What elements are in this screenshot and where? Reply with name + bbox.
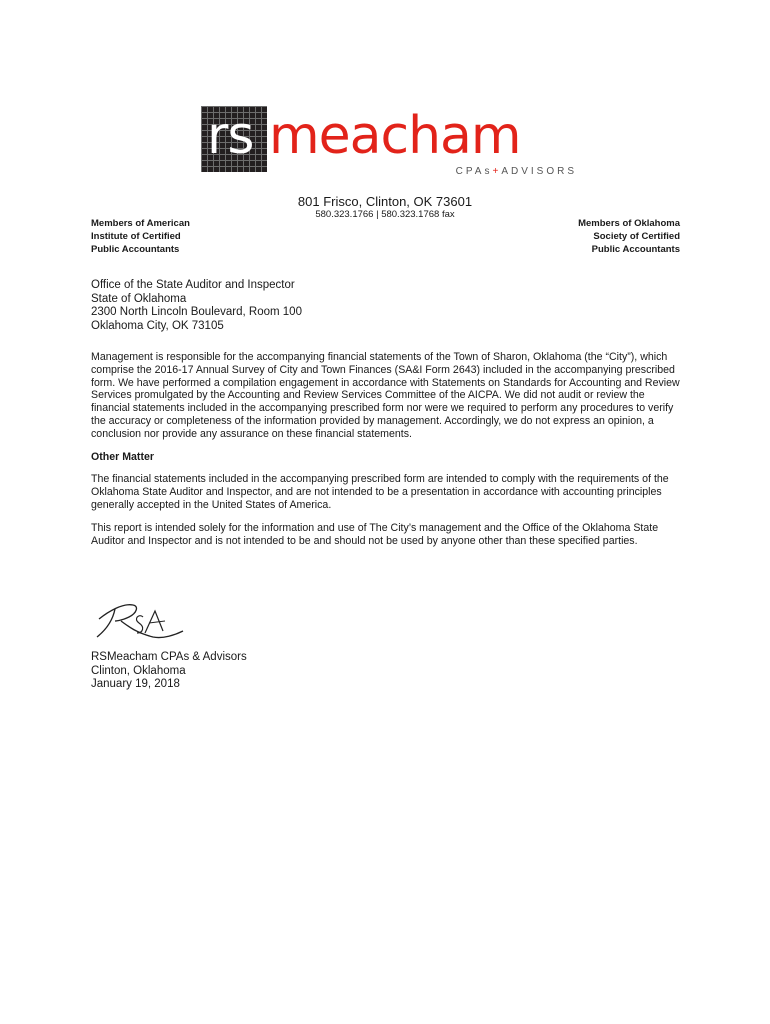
logo-rs-text: rs bbox=[207, 106, 254, 166]
members-oscpa bbox=[578, 217, 680, 256]
members-right-line: Public Accountants bbox=[591, 244, 680, 255]
closing-firm: RSMeacham CPAs & Advisors bbox=[91, 651, 247, 663]
recipient-line: Office of the State Auditor and Inspector bbox=[91, 279, 295, 291]
body-paragraph-other-matter: The financial statements included in the accompanying prescribed form are intended to comply with the requirements of the Oklahoma State Auditor and Inspector, and are not intended to be a presentation in accordance with accounting principles generally accepted in the United States of America. bbox=[91, 473, 669, 511]
members-left-line: Institute of Certified bbox=[91, 231, 181, 242]
closing-date: January 19, 2018 bbox=[91, 678, 180, 690]
signature bbox=[93, 597, 189, 643]
recipient-address bbox=[91, 279, 302, 333]
letter-body bbox=[91, 351, 683, 557]
members-left-line: Members of American bbox=[91, 218, 190, 229]
firm-logo bbox=[201, 106, 581, 178]
members-left-line: Public Accountants bbox=[91, 244, 180, 255]
body-paragraph-restriction: This report is intended solely for the information and use of The City’s management and the Office of the Oklahoma State Auditor and Inspector and is not intended to be and should not be used by anyone other than these specified parties. bbox=[91, 521, 659, 547]
closing-block bbox=[91, 651, 247, 692]
logo-tagline bbox=[456, 166, 577, 177]
other-matter-heading: Other Matter bbox=[91, 450, 154, 463]
members-right-line: Members of Oklahoma bbox=[578, 218, 680, 229]
logo-tag-advisors: ADVISORS bbox=[501, 166, 577, 177]
recipient-line: 2300 North Lincoln Boulevard, Room 100 bbox=[91, 306, 302, 318]
logo-tag-plus: + bbox=[492, 166, 502, 177]
recipient-line: State of Oklahoma bbox=[91, 292, 187, 305]
firm-phone: 580.323.1766 | 580.323.1768 fax bbox=[315, 209, 455, 220]
body-paragraph-responsibility: Management is responsible for the accompanying financial statements of the Town of Sharon, Oklahoma (the “City”), which comprise the 2016-17 Annual Survey of City and Town Finances (SA&I Form 2643) included in the accompanying prescribed form. We have performed a compilation engagement in accordance with Statements on Standards for Accounting and Review Services promulgated by the Accounting and Review Services Committee of the AICPA. We did not audit or review the financial statements included in the accompanying prescribed form nor were we required to perform any procedures to verify the accuracy or completeness of the information provided by management. Accordingly, we do not express an opinion, a conclusion nor provide any assurance on these financial statements. bbox=[91, 351, 680, 440]
firm-address: 801 Frisco, Clinton, OK 73601 bbox=[297, 194, 473, 209]
members-right-line: Society of Certified bbox=[593, 231, 680, 242]
logo-tag-cpas: CPAs bbox=[455, 166, 493, 177]
members-aicpa bbox=[91, 217, 190, 256]
logo-meacham-text: meacham bbox=[269, 106, 521, 166]
recipient-line: Oklahoma City, OK 73105 bbox=[91, 319, 224, 332]
closing-location: Clinton, Oklahoma bbox=[91, 664, 186, 677]
